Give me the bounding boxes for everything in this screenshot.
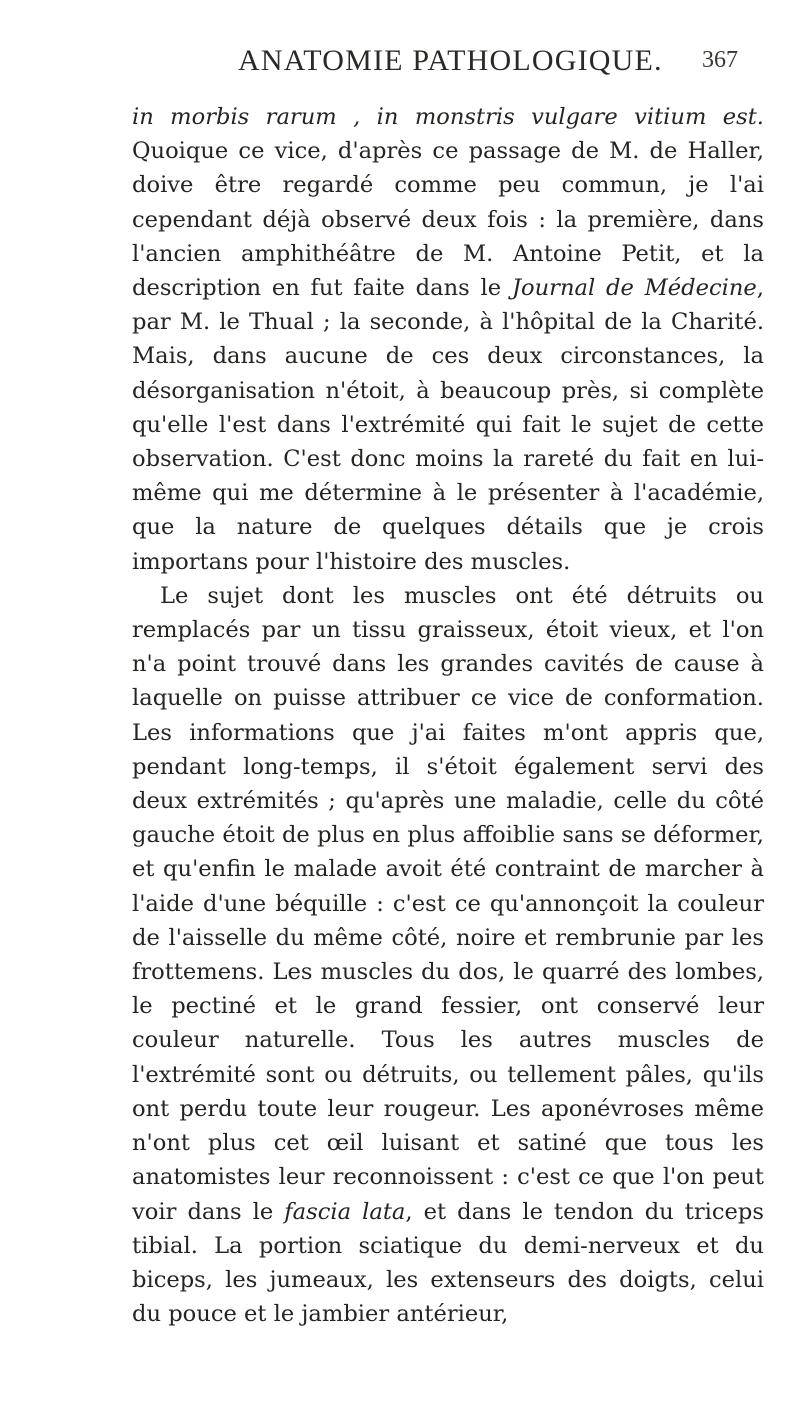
body-text [132,100,764,1331]
fascia-lata-term: fascia lata [284,1198,406,1225]
paragraph-1 [132,100,764,579]
paragraph-2 [132,579,764,1331]
running-title: ANATOMIE PATHOLOGIQUE. [238,44,663,77]
paragraph-2-text-b: , et dans le tendon du triceps tibial. La portion sciatique du demi-nerveux et du biceps, les jumeaux, les extenseurs des doigts, celui du pouce et le jambier antérieur, [132,1198,764,1328]
paragraph-2-text-a: Le sujet dont les muscles ont été détruits ou remplacés par un tissu graisseux, étoit vieux, et l'on n'a point trouvé dans les grandes cavités de cause à laquelle on puisse attribuer ce vice de conformation. Les informations que j'ai faites m'ont appris que, pendant long-temps, il s'étoit également servi des deux extrémités ; qu'après une maladie, celle du côté gauche étoit de plus en plus affoiblie sans se déformer, et qu'enfin le malade avoit été contraint de marcher à l'aide d'une béquille : c'est ce qu'annonçoit la couleur de l'aisselle du même côté, noire et rembrunie par les frottemens. Les muscles du dos, le quarré des lombes, le pectiné et le grand fessier, ont conservé leur couleur naturelle. Tous les autres muscles de l'extrémité sont ou détruits, ou tellement pâles, qu'ils ont perdu toute leur rougeur. Les aponévroses même n'ont plus cet œil luisant et satiné que tous les anatomistes leur reconnoissent : c'est ce que l'on peut voir dans le [132,582,764,1225]
page-number: 367 [702,47,738,73]
journal-title: Journal de Médecine [511,275,757,302]
paragraph-1-text-a: Quoique ce vice, d'après ce passage de M. de Haller, doive être regardé comme peu commun, je l'ai cependant déjà observé deux fois : la première, dans l'ancien amphithéâtre de M. Antoine Petit, et la description en fut faite dans le [132,138,764,302]
running-head [238,44,738,80]
paragraph-1-text-b: , par M. le Thual ; la seconde, à l'hôpital de la Charité. Mais, dans aucune de ces deux circonstances, la désorganisation n'étoit, à beaucoup près, si complète qu'elle l'est dans l'extrémité qui fait le sujet de cette observation. C'est donc moins la rareté du fait en lui-même qui me détermine à le présenter à l'académie, que la nature de quelques détails que je crois importans pour l'histoire des muscles. [132,275,764,575]
latin-quotation-end: in morbis rarum , in monstris vulgare vitium est. [132,104,764,130]
